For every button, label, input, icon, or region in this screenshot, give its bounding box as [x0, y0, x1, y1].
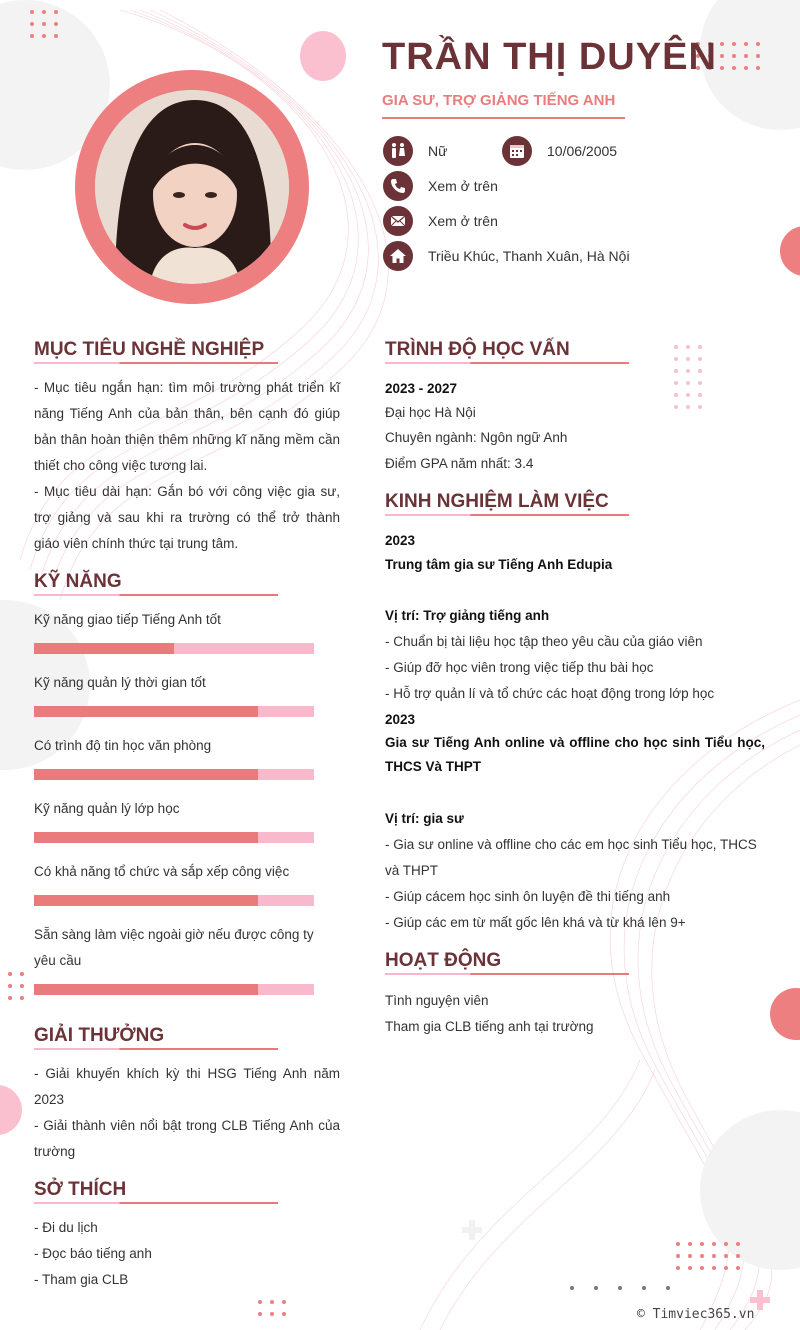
job-company: Gia sư Tiếng Anh online và offline cho học sinh Tiểu học, THCS Và THPT	[385, 735, 765, 774]
job-task: - Gia sư online và offline cho các em học sinh Tiểu học, THCS và THPT	[385, 837, 757, 878]
job-task: - Chuẩn bị tài liệu học tập theo yêu cầu của giáo viên	[385, 634, 703, 649]
job-position: Vị trí: gia sư	[385, 811, 464, 826]
home-icon	[383, 241, 413, 271]
phone-value: Xem ở trên	[428, 178, 498, 194]
award-item: - Giải khuyến khích kỳ thi HSG Tiếng Anh năm 2023	[34, 1066, 340, 1107]
job-title: GIA SƯ, TRỢ GIẢNG TIẾNG ANH	[382, 92, 616, 109]
email-icon	[383, 206, 413, 236]
skill-bar	[34, 706, 314, 717]
skill-bar-fill	[34, 769, 258, 780]
bg-pink-dot	[300, 31, 346, 81]
skill-bar	[34, 895, 314, 906]
education-title: TRÌNH ĐỘ HỌC VẤN	[385, 339, 570, 360]
skill-bar-fill	[34, 895, 258, 906]
birthday-value: 10/06/2005	[547, 143, 618, 159]
skill-bar	[34, 643, 314, 654]
experience-title: KINH NGHIỆM LÀM VIỆC	[385, 491, 609, 512]
activity-item: Tình nguyện viên	[385, 993, 489, 1008]
education-major: Chuyên ngành: Ngôn ngữ Anh	[385, 430, 568, 445]
skill-label: Kỹ năng quản lý thời gian tốt	[34, 675, 206, 690]
skill-bar	[34, 984, 314, 995]
education-gpa: Điểm GPA năm nhất: 3.4	[385, 456, 534, 471]
skill-bar	[34, 769, 314, 780]
skill-bar	[34, 832, 314, 843]
skill-bar-fill	[34, 706, 258, 717]
dot-grid	[8, 972, 24, 1000]
activities-title: HOẠT ĐỘNG	[385, 950, 502, 971]
job-company: Trung tâm gia sư Tiếng Anh Edupia	[385, 557, 613, 572]
skill-label: Sẵn sàng làm việc ngoài giờ nếu được công ty yêu cầu	[34, 927, 314, 968]
job-task: - Hỗ trợ quản lí và tổ chức các hoạt động trong lớp học	[385, 686, 715, 701]
section-underline	[34, 1202, 278, 1204]
job-year: 2023	[385, 712, 416, 727]
dot-grid	[674, 345, 702, 409]
hobby-item: - Đọc báo tiếng anh	[34, 1246, 152, 1261]
skill-label: Có khả năng tổ chức và sắp xếp công việc	[34, 864, 290, 879]
section-underline	[385, 362, 629, 364]
dot-grid	[258, 1300, 286, 1316]
section-underline	[34, 594, 278, 596]
avatar	[95, 90, 289, 284]
skill-bar-fill	[34, 832, 258, 843]
watermark: © Timviec365.vn	[637, 1307, 755, 1322]
job-position: Vị trí: Trợ giảng tiếng anh	[385, 608, 550, 623]
education-period: 2023 - 2027	[385, 381, 458, 396]
skill-label: Kỹ năng giao tiếp Tiếng Anh tốt	[34, 612, 221, 627]
skills-title: KỸ NĂNG	[34, 571, 122, 592]
skill-label: Có trình độ tin học văn phòng	[34, 738, 212, 753]
section-underline	[34, 362, 278, 364]
phone-icon	[383, 171, 413, 201]
dot-grid	[676, 1242, 740, 1270]
section-underline	[385, 514, 629, 516]
section-underline	[385, 973, 629, 975]
avatar-portrait	[95, 90, 289, 284]
objective-title: MỤC TIÊU NGHỀ NGHIỆP	[34, 339, 265, 360]
skill-bar-fill	[34, 643, 174, 654]
job-title-underline	[382, 117, 625, 119]
job-year: 2023	[385, 533, 416, 548]
dot-grid	[30, 10, 58, 38]
plus-icon	[462, 1220, 482, 1240]
hobbies-title: SỞ THÍCH	[34, 1179, 127, 1200]
gender-value: Nữ	[428, 143, 448, 159]
job-task: - Giúp đỡ học viên trong việc tiếp thu bài học	[385, 660, 654, 675]
skill-label: Kỹ năng quản lý lớp học	[34, 801, 180, 816]
job-task: - Giúp cácem học sinh ôn luyện đề thi tiếng anh	[385, 889, 671, 904]
section-underline	[34, 1048, 278, 1050]
email-value: Xem ở trên	[428, 213, 498, 229]
education-school: Đại học Hà Nội	[385, 405, 476, 420]
calendar-icon	[502, 136, 532, 166]
hobby-item: - Tham gia CLB	[34, 1272, 129, 1287]
objective-short-term: - Mục tiêu ngắn hạn: tìm môi trường phát triển kĩ năng Tiếng Anh của bản thân, bên cạnh đó giúp bản thân hoàn thiện thêm những kĩ năng mềm cần thiết cho công việc tương lai.	[34, 380, 340, 473]
skill-bar-fill	[34, 984, 258, 995]
objective-long-term: - Mục tiêu dài hạn: Gắn bó với công việc gia sư, trợ giảng và sau khi ra trường có thể trở thành giáo viên chính thức tại trung tâm.	[34, 484, 340, 551]
dot-grid	[570, 1286, 670, 1290]
award-item: - Giải thành viên nổi bật trong CLB Tiếng Anh của trường	[34, 1118, 340, 1159]
gender-icon	[383, 136, 413, 166]
hobby-item: - Đi du lịch	[34, 1220, 98, 1235]
activity-item: Tham gia CLB tiếng anh tại trường	[385, 1019, 594, 1034]
job-task: - Giúp các em từ mất gốc lên khá và từ khá lên 9+	[385, 915, 686, 930]
candidate-name: TRẦN THỊ DUYÊN	[382, 36, 717, 78]
awards-title: GIẢI THƯỞNG	[34, 1025, 165, 1046]
address-value: Triều Khúc, Thanh Xuân, Hà Nội	[428, 248, 630, 264]
